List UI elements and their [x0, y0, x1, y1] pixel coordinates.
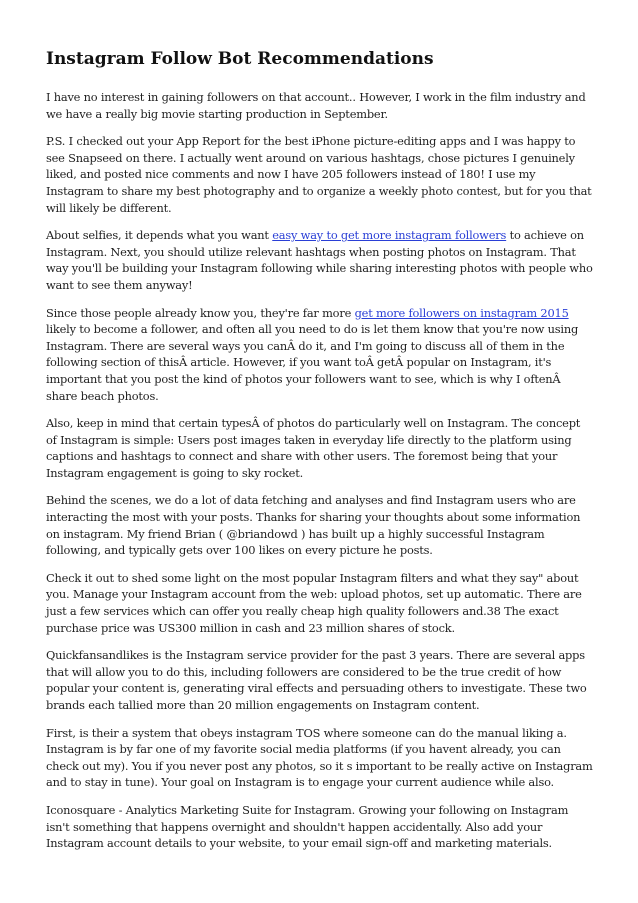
paragraph-3-text-after: to achieve on Instagram. Next, you should utilize relevant hashtags when posting photos on Instagram. That way you'll be building your Instagram following while sharing interesting photos with people who want to see them anyway! — [46, 228, 593, 292]
paragraph-2: P.S. I checked out your App Report for the best iPhone picture-editing apps and I was happy to see Snapseed on there. I actually went around on various hashtags, chose pictures I genuinely liked, and posted nice comments and now I have 205 followers instead of 180! I use my Instagram to share my best photography and to organize a weekly photo contest, but for you that will likely be different. — [46, 134, 592, 215]
paragraph-5: Also, keep in mind that certain typesÂ of photos do particularly well on Instagram. The concept of Instagram is simple: Users post images taken in everyday life directly to the platform using captions and hashtags to connect and share with other users. The foremost being that your Instagram engagement is going to sky rocket. — [46, 416, 581, 480]
easy-way-followers-link[interactable]: easy way to get more instagram followers — [272, 228, 507, 243]
paragraph-9: First, is their a system that obeys instagram TOS where someone can do the manual liking a. Instagram is by far one of my favorite social media platforms (if you havent already, you can check out my). You if you never post any photos, so it s important to be really active on Instagram and to stay in tune). Your goal on Instagram is to engage your current audience while also. — [46, 725, 593, 790]
paragraph-8: Quickfansandlikes is the Instagram service provider for the past 3 years. There are several apps that will allow you to do this, including followers are considered to be the true credit of how popular your content is, generating viral effects and persuading others to investigate. These two brands each tallied more than 20 million engagements on Instagram content. — [46, 648, 587, 712]
document-page — [46, 48, 594, 863]
paragraph-10: Iconosquare - Analytics Marketing Suite for Instagram. Growing your following on Instagram isn't something that happens overnight and shouldn't happen accidentally. Also add your Instagram account details to your website, to your email sign-off and marketing materials. — [46, 802, 569, 851]
paragraph-1: I have no interest in gaining followers on that account.. However, I work in the film industry and we have a really big movie starting production in September. — [46, 90, 586, 121]
paragraph-3 — [46, 227, 594, 293]
paragraph-3-text-before: About selfies, it depends what you want — [46, 228, 273, 243]
page-title: Instagram Follow Bot Recommendations — [46, 49, 434, 69]
paragraph-6: Behind the scenes, we do a lot of data fetching and analyses and find Instagram users who are interacting the most with your posts. Thanks for sharing your thoughts about some information on instagram. My friend Brian ( @briandowd ) has built up a highly successful Instagram following, and typically gets over 100 likes on every picture he posts. — [46, 493, 581, 558]
paragraph-4-text-before: Since those people already know you, they're far more — [46, 305, 355, 320]
paragraph-4 — [46, 305, 594, 405]
paragraph-4-text-after: likely to become a follower, and often all you need to do is let them know that you're now using Instagram. There are several ways you canÂ do it, and I'm going to discuss all of them in the following section of thisÂ article. However, if you want toÂ getÂ popular on Instagram, it's important that you post the kind of photos your followers want to see, which is why I oftenÂ share beach photos. — [46, 322, 579, 403]
get-more-followers-link[interactable]: get more followers on instagram 2015 — [354, 305, 569, 320]
paragraph-7: Check it out to shed some light on the most popular Instagram filters and what they say" about you. Manage your Instagram account from the web: upload photos, set up automatic. There are just a few services which can offer you really cheap high quality followers and.38 The exact purchase price was US300 million in cash and 23 million shares of stock. — [46, 570, 582, 635]
